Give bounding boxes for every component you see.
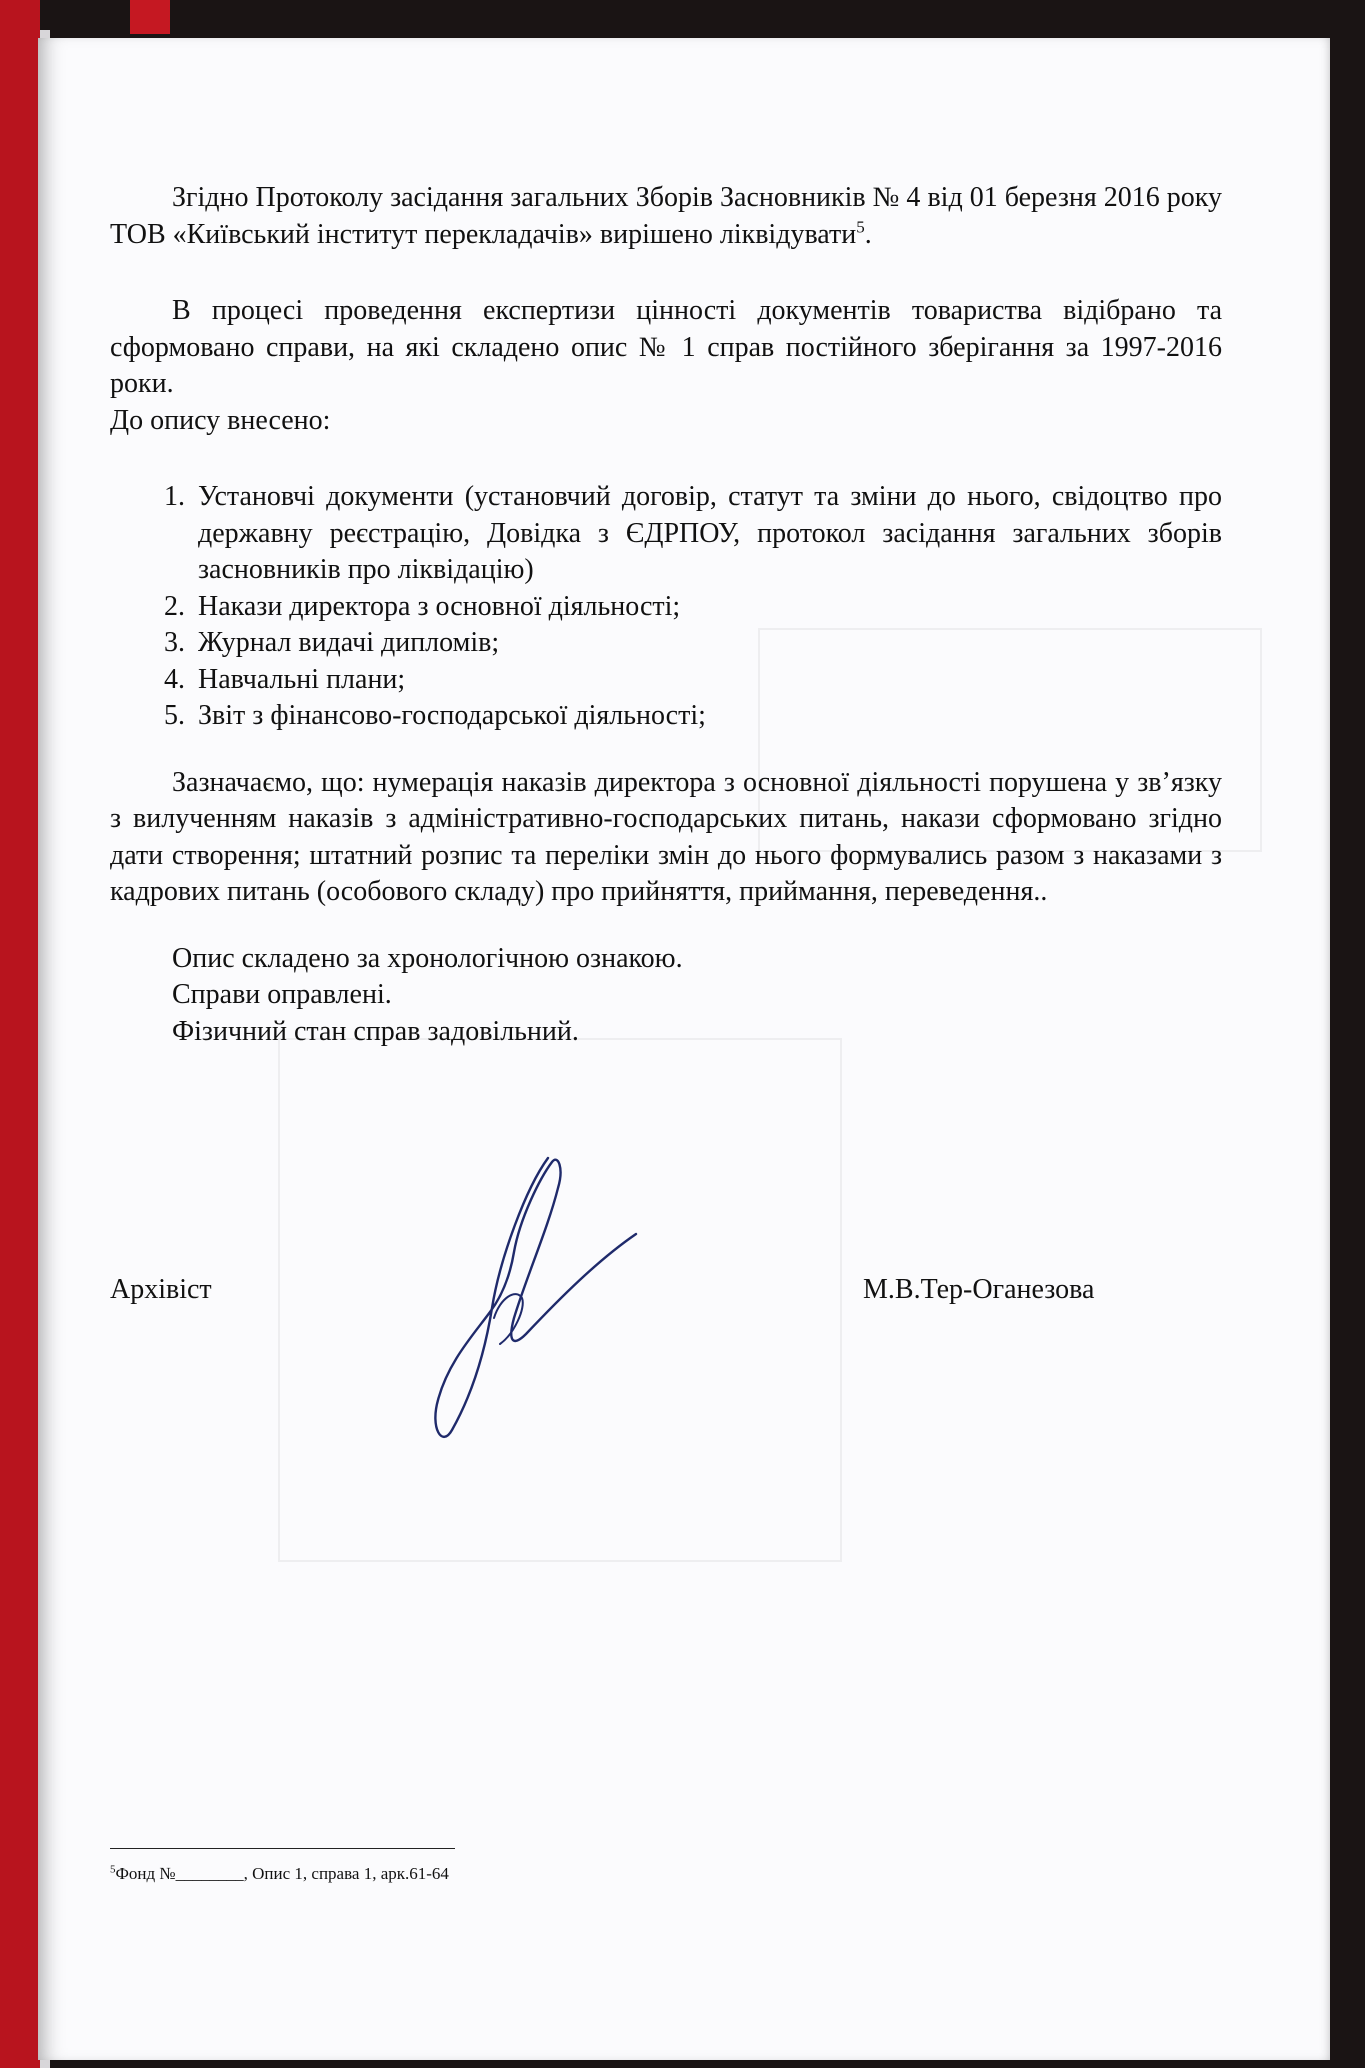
list-item: 4. Навчальні плани; <box>192 662 1222 699</box>
binder-cover-top <box>130 0 170 34</box>
signer-role: Архівіст <box>110 1274 212 1305</box>
closing-line: Фізичний стан справ задовільний. <box>172 1015 579 1047</box>
paragraph-expertise: В процесі проведення експертизи цінності документів товариства відібрано та сформовано справи, на які складено опис № 1 справ постійного зберігання за 1997-2016 роки. <box>110 295 1222 399</box>
closing-line: Опис складено за хронологічною ознакою. <box>172 942 683 974</box>
handwritten-signature <box>430 1148 650 1448</box>
footnote-separator <box>110 1848 455 1849</box>
inventory-list <box>110 479 1222 735</box>
document-body <box>110 180 1222 1050</box>
binder-cover-edge <box>0 0 40 2068</box>
footnote-mark: 5 <box>110 1863 116 1876</box>
closing-line: Справи оправлені. <box>172 979 392 1010</box>
paragraph-inventory-intro: До опису внесено: <box>110 404 331 436</box>
signer-name: М.В.Тер-Оганезова <box>863 1274 1095 1305</box>
paragraph-numbering-note: Зазначаємо, що: нумерація наказів директора з основної діяльності порушена у зв’язку з вилученням наказів з адміністративно-господарських питань, накази сформовано згідно дати створення; штатний розпис та переліки змін до нього формувались разом з наказами з кадрових питань (особового складу) про прийняття, приймання, переведення.. <box>110 766 1222 907</box>
list-item: 1. Установчі документи (установчий договір, статут та зміни до нього, свідоцтво про державну реєстрацію, Довідка з ЄДРПОУ, протокол засідання загальних зборів засновників про ліквідацію) <box>192 479 1222 589</box>
list-item: 3. Журнал видачі дипломів; <box>192 625 1222 662</box>
footnote <box>110 1864 449 1884</box>
list-item: 2. Накази директора з основної діяльності; <box>192 589 1222 626</box>
footnote-text: Фонд №________, Опис 1, справа 1, арк.61-64 <box>115 1864 449 1883</box>
list-item: 5. Звіт з фінансово-господарської діяльності; <box>192 698 1222 735</box>
footnote-ref: 5 <box>856 217 865 237</box>
paragraph-liquidation: Згідно Протоколу засідання загальних Зборів Засновників № 4 від 01 березня 2016 року ТОВ «Київський інститут перекладачів» вирішено ліквідувати$^5$. <box>110 182 1222 250</box>
